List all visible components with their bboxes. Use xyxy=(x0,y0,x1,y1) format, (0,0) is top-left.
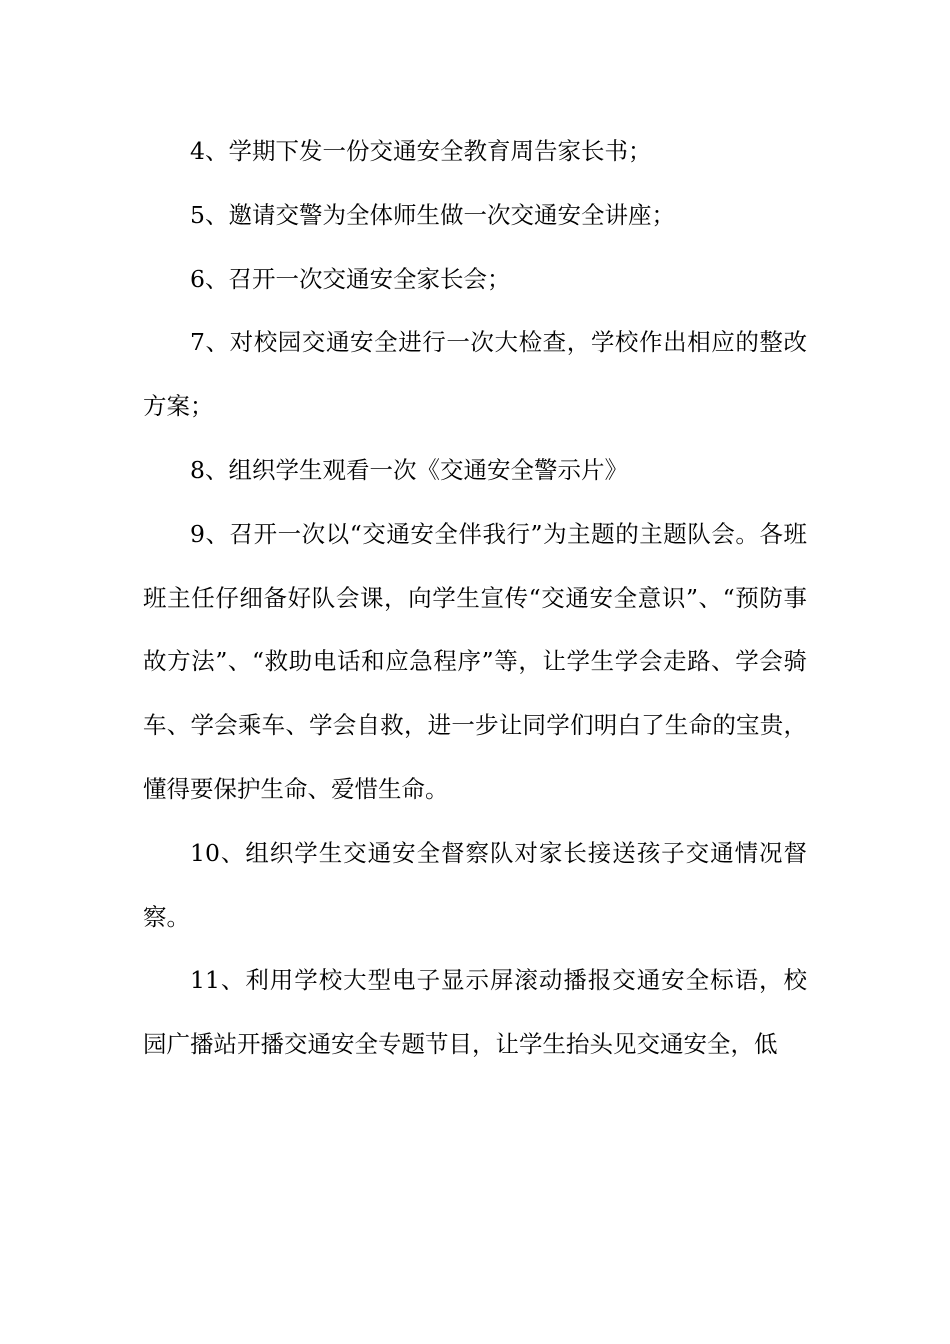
paragraph-item-10: 10、组织学生交通安全督察队对家长接送孩子交通情况督察。 xyxy=(143,838,807,931)
paragraph-item-5: 5、邀请交警为全体师生做一次交通安全讲座； xyxy=(190,200,675,229)
paragraph-item-6: 6、召开一次交通安全家长会； xyxy=(190,264,511,293)
paragraph-item-8: 8、组织学生观看一次《交通安全警示片》 xyxy=(190,455,628,484)
document-body xyxy=(143,120,807,1077)
paragraph-item-9: 9、召开一次以“交通安全伴我行”为主题的主题队会。各班班主任仔细备好队会课，向学生宣传“交通安全意识”、“预防事故方法”、“救助电话和应急程序”等，让学生学会走路、学会骑车、学会乘车、学会自救，进一步让同学们明白了生命的宝贵，懂得要保护生命、爱惜生命。 xyxy=(143,519,807,803)
paragraph-item-4: 4、学期下发一份交通安全教育周告家长书； xyxy=(190,137,652,165)
paragraph-item-11: 11、利用学校大型电子显示屏滚动播报交通安全标语，校园广播站开播交通安全专题节目，让学生抬头见交通安全，低 xyxy=(143,966,807,1059)
paragraph-item-7: 7、对校园交通安全进行一次大检查，学校作出相应的整改方案； xyxy=(143,328,807,421)
